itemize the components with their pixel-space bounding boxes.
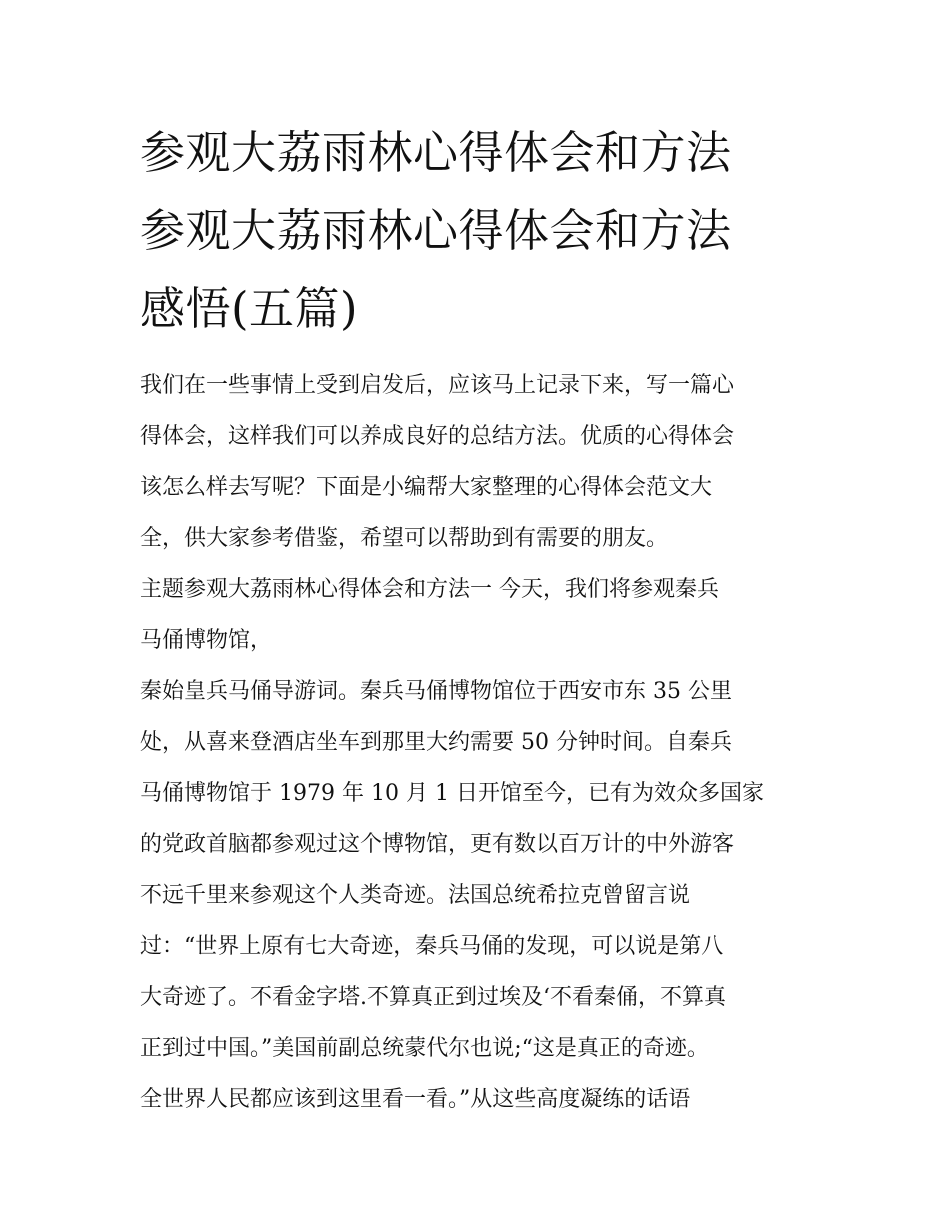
text-line: 大奇迹了。不看金字塔.不算真正到过埃及‘不看秦俑，不算真	[140, 985, 726, 1010]
text-line: 我们在一些事情上受到启发后，应该马上记录下来，写一篇心	[140, 373, 735, 398]
document-content	[140, 114, 820, 1125]
document-body	[140, 360, 820, 1125]
text-line: 正到过中国。”美国前副总统蒙代尔也说;“这是真正的奇迹。	[140, 1036, 709, 1061]
text-line: 得体会，这样我们可以养成良好的总结方法。优质的心得体会	[140, 424, 735, 449]
text-line: 主题参观大荔雨林心得体会和方法一 今天，我们将参观秦兵	[140, 577, 719, 602]
text-line: 的党政首脑都参观过这个博物馆，更有数以百万计的中外游客	[140, 832, 735, 857]
text-line: 该怎么样去写呢？下面是小编帮大家整理的心得体会范文大	[140, 475, 713, 500]
section-heading-paragraph	[140, 564, 820, 666]
text-line: 马俑博物馆，	[140, 628, 273, 653]
text-line: 过：“世界上原有七大奇迹，秦兵马俑的发现，可以说是第八	[140, 934, 724, 959]
text-line: 全世界人民都应该到这里看一看。”从这些高度凝练的话语	[140, 1087, 691, 1112]
title-line: 参观大荔雨林心得体会和方法	[140, 126, 732, 179]
text-line: 全，供大家参考借鉴，希望可以帮助到有需要的朋友。	[140, 526, 669, 551]
title-line: 感悟(五篇)	[140, 282, 359, 335]
title-line: 参观大荔雨林心得体会和方法	[140, 204, 732, 257]
text-line: 不远千里来参观这个人类奇迹。法国总统希拉克曾留言说	[140, 883, 691, 908]
text-line: 秦始皇兵马俑导游词。秦兵马俑博物馆位于西安市东 35 公里	[140, 679, 732, 704]
intro-paragraph	[140, 360, 820, 564]
body-paragraph	[140, 666, 820, 1125]
text-line: 处，从喜来登酒店坐车到那里大约需要 50 分钟时间。自秦兵	[140, 730, 732, 755]
text-line: 马俑博物馆于 1979 年 10 月 1 日开馆至今，已有为效众多国家	[140, 781, 764, 806]
document-title	[140, 114, 820, 348]
